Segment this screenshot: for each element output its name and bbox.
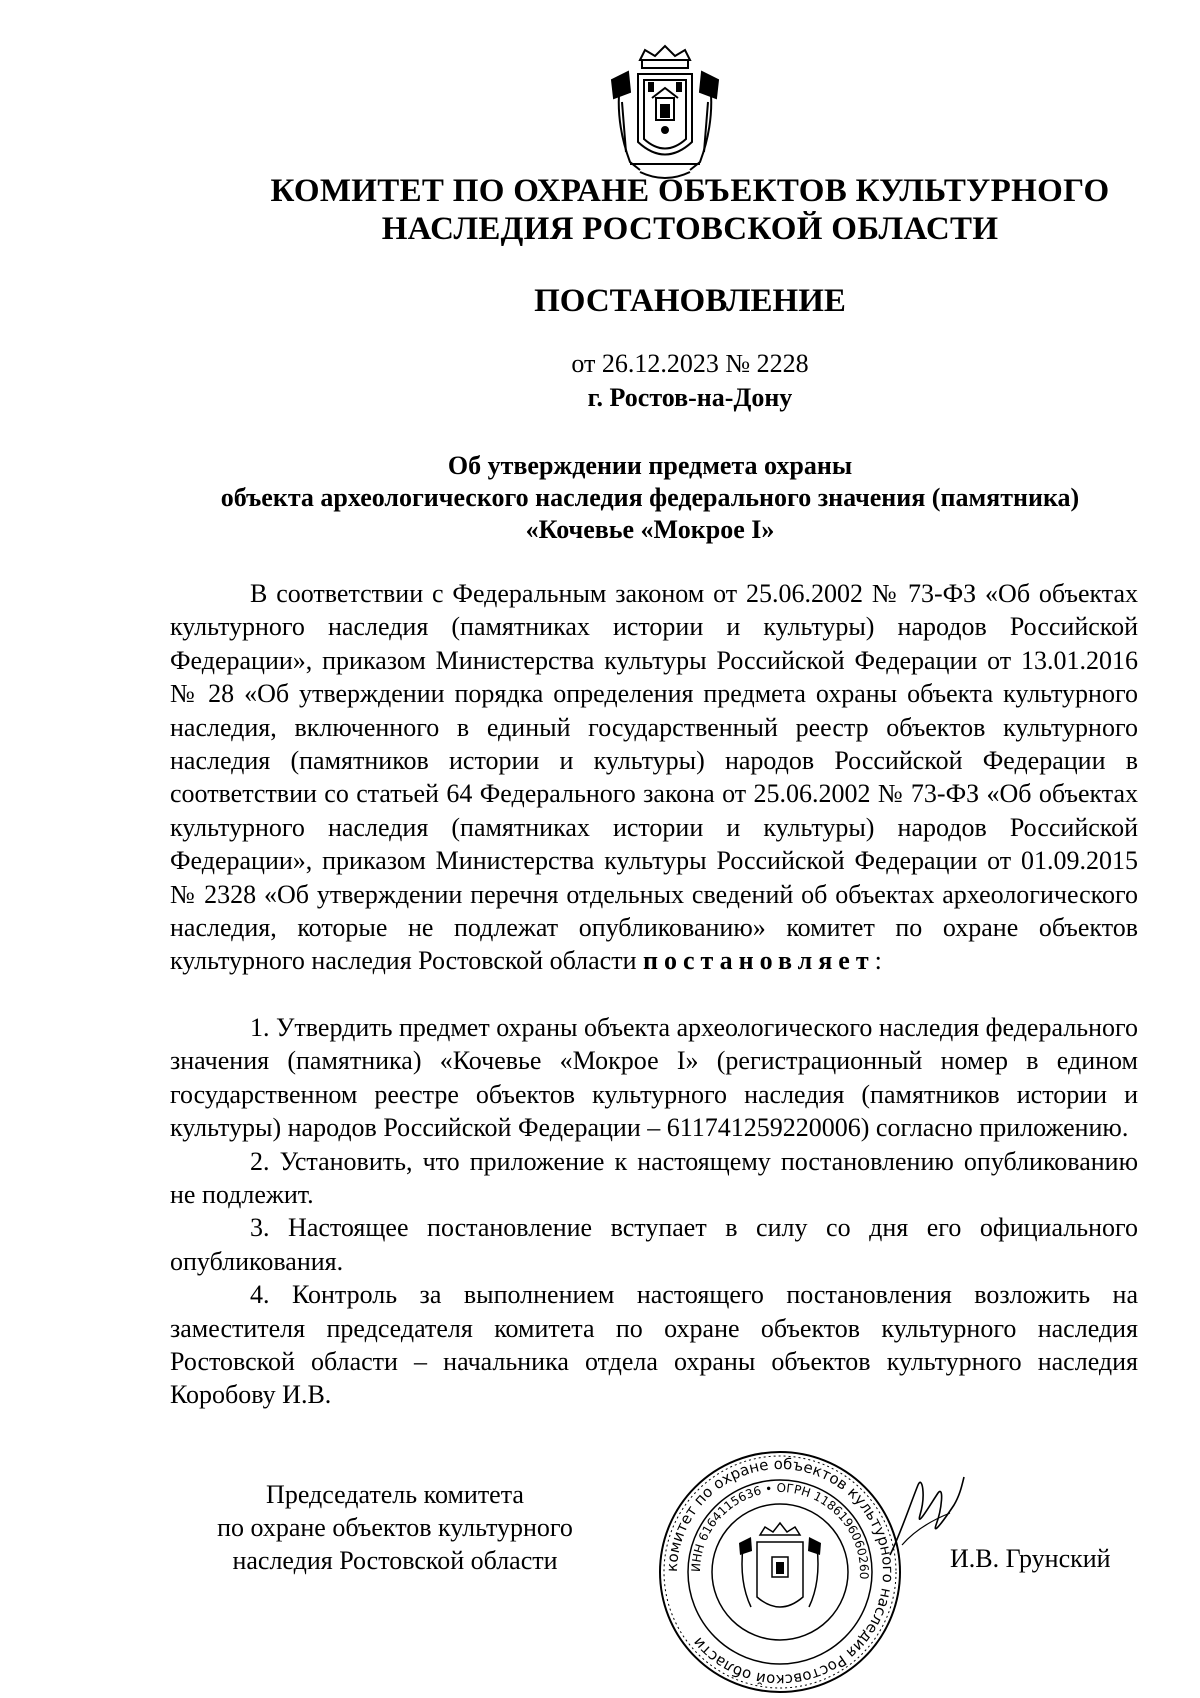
title-line-3: «Кочевье «Мокрое I» xyxy=(525,515,775,544)
organization-line-1: КОМИТЕТ ПО ОХРАНЕ ОБЪЕКТОВ КУЛЬТУРНОГО xyxy=(270,173,1110,209)
title-line-2: объекта археологического наследия федерального значения (памятника) xyxy=(220,483,1080,512)
preamble-text: В соответствии с Федеральным законом от 25.06.2002 № 73-ФЗ «Об объектах культурного наследия (памятниках истории и культуры) народов Российской Федерации», приказом Министерства культуры Российской Федерации от 13.01.2016 № 28 «Об утверждении порядка определения предмета охраны объекта культурного наследия, включенного в единый государственный реестр объектов культурного наследия (памятников истории и культуры) народов Российской Федерации в соответствии со статьей 64 Федерального закона от 25.06.2002 № 73-ФЗ «Об объектах культурного наследия (памятниках истории и культуры) народов Российской Федерации», приказом Министерства культуры Российской Федерации от 01.09.2015 № 2328 «Об утверждении перечня отдельных сведений об объектах археологического наследия, которые не подлежат опубликованию» комитет по охране объектов культурного наследия Ростовской области xyxy=(170,579,1138,976)
document-city: г. Ростов-на-Дону xyxy=(587,383,793,412)
document-body xyxy=(170,577,1138,1412)
list-item: 3. Настоящее постановление вступает в силу со дня его официального опубликования. xyxy=(170,1213,1138,1276)
document-title xyxy=(160,450,1140,546)
document-type: ПОСТАНОВЛЕНИЕ xyxy=(534,283,846,319)
list-item: 1. Утвердить предмет охраны объекта археологического наследия федерального значения (памятника) «Кочевье «Мокрое I» (регистрационный номер в едином государственном реестре объектов культурного наследия (памятников истории и культуры) народов Российской Федерации – 611741259220006) согласно приложению. xyxy=(170,1012,1138,1143)
coat-of-arms-icon xyxy=(600,42,730,192)
signer-name: И.В. Грунский xyxy=(950,1544,1111,1573)
list-item: 2. Установить, что приложение к настоящему постановлению опубликованию не подлежит. xyxy=(170,1146,1138,1209)
title-line-1: Об утверждении предмета охраны xyxy=(447,451,853,480)
signer-position-line-3: наследия Ростовской области xyxy=(232,1546,558,1575)
signer-position xyxy=(170,1478,620,1577)
document-date-number: от 26.12.2023 № 2228 xyxy=(571,349,809,378)
preamble-tail: : xyxy=(874,946,882,976)
signer-position-line-2: по охране объектов культурного xyxy=(217,1513,573,1542)
decree-word: постановляет xyxy=(643,946,875,976)
preamble-paragraph xyxy=(170,577,1138,978)
official-seal-icon xyxy=(655,1447,905,1697)
organization-name xyxy=(240,172,1140,248)
seal-outer-text: комитет по охране объектов культурного наследия Ростовской области xyxy=(662,1454,898,1690)
signer-position-line-1: Председатель комитета xyxy=(266,1480,524,1509)
seal-inner-text: ИНН 6164115636 • ОГРН 1186196060260 xyxy=(688,1480,872,1580)
list-item: 4. Контроль за выполнением настоящего постановления возложить на заместителя председателя комитета по охране объектов культурного наследия Ростовской области – начальника отдела охраны объектов культурного наследия Коробову И.В. xyxy=(170,1280,1138,1410)
organization-line-2: НАСЛЕДИЯ РОСТОВСКОЙ ОБЛАСТИ xyxy=(381,211,999,247)
